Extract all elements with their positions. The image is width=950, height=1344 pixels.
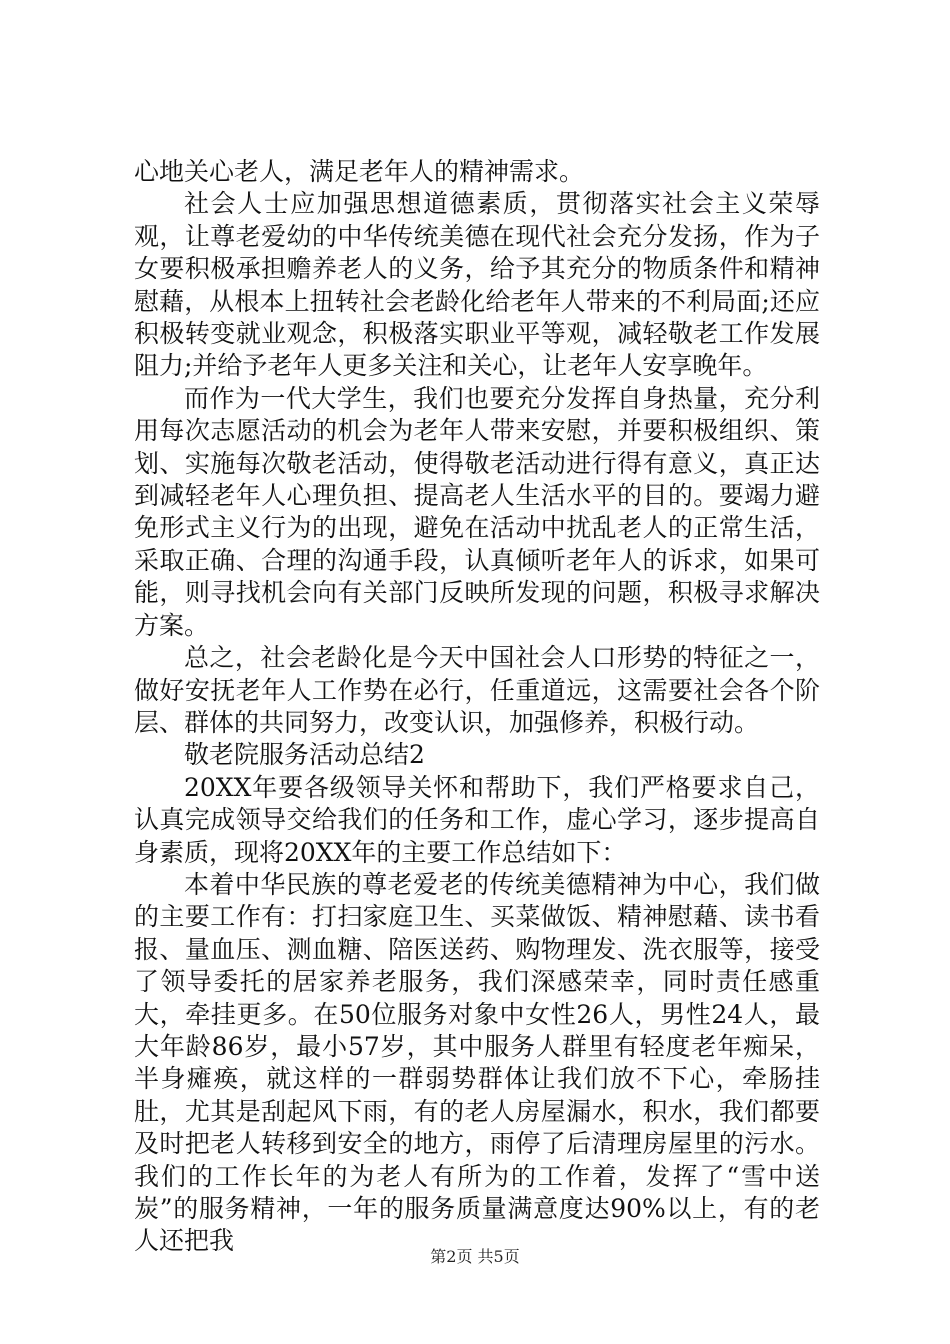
paragraph-conclusion: 总之，社会老龄化是今天中国社会人口形势的特征之一，做好安抚老年人工作势在必行，任重道远，这需要社会各个阶层、群体的共同努力，改变认识，加强修养，积极行动。 bbox=[134, 643, 820, 737]
paragraph-social-morality: 社会人士应加强思想道德素质，贯彻落实社会主义荣辱观，让尊老爱幼的中华传统美德在现代社会充分发扬，作为子女要积极承担赡养老人的义务，给予其充分的物质条件和精神慰藉，从根本上扭转社会老龄化给老年人带来的不利局面;还应积极转变就业观念，积极落实职业平等观，减轻敬老工作发展阻力;并给予老年人更多关注和关心，让老年人安享晚年。 bbox=[134, 189, 820, 381]
paragraph-students-role: 而作为一代大学生，我们也要充分发挥自身热量，充分利用每次志愿活动的机会为老年人带来安慰，并要积极组织、策划、实施每次敬老活动，使得敬老活动进行得有意义，真正达到减轻老年人心理负担、提高老人生活水平的目的。要竭力避免形式主义行为的出现，避免在活动中扰乱老人的正常生活，采取正确、合理的沟通手段，认真倾听老年人的诉求，如果可能，则寻找机会向有关部门反映所发现的问题，积极寻求解决方案。 bbox=[134, 383, 820, 640]
paragraph-continuation: 心地关心老人，满足老年人的精神需求。 bbox=[134, 157, 585, 186]
paragraph-main-work: 本着中华民族的尊老爱老的传统美德精神为中心，我们做的主要工作有：打扫家庭卫生、买菜做饭、精神慰藉、读书看报、量血压、测血糖、陪医送药、购物理发、洗衣服等，接受了领导委托的居家养老服务，我们深感荣幸，同时责任感重大，牵挂更多。在50位服务对象中女性26人，男性24人，最大年龄86岁，最小57岁，其中服务人群里有轻度老年痴呆，半身瘫痪，就这样的一群弱势群体让我们放不下心，牵肠挂肚，尤其是刮起风下雨，有的老人房屋漏水，积水，我们都要及时把老人转移到安全的地方，雨停了后清理房屋里的污水。我们的工作长年的为老人有所为的工作着，发挥了“雪中送炭”的服务精神，一年的服务质量满意度达90%以上，有的老人还把我 bbox=[134, 869, 820, 1256]
document-body bbox=[134, 156, 820, 1258]
page-number-footer: 第2页 共5页 bbox=[430, 1247, 520, 1266]
section-heading: 敬老院服务活动总结2 bbox=[184, 740, 425, 770]
paragraph-summary-intro: 20XX年要各级领导关怀和帮助下，我们严格要求自己，认真完成领导交给我们的任务和工作，虚心学习，逐步提高自身素质，现将20XX年的主要工作总结如下： bbox=[134, 772, 820, 867]
